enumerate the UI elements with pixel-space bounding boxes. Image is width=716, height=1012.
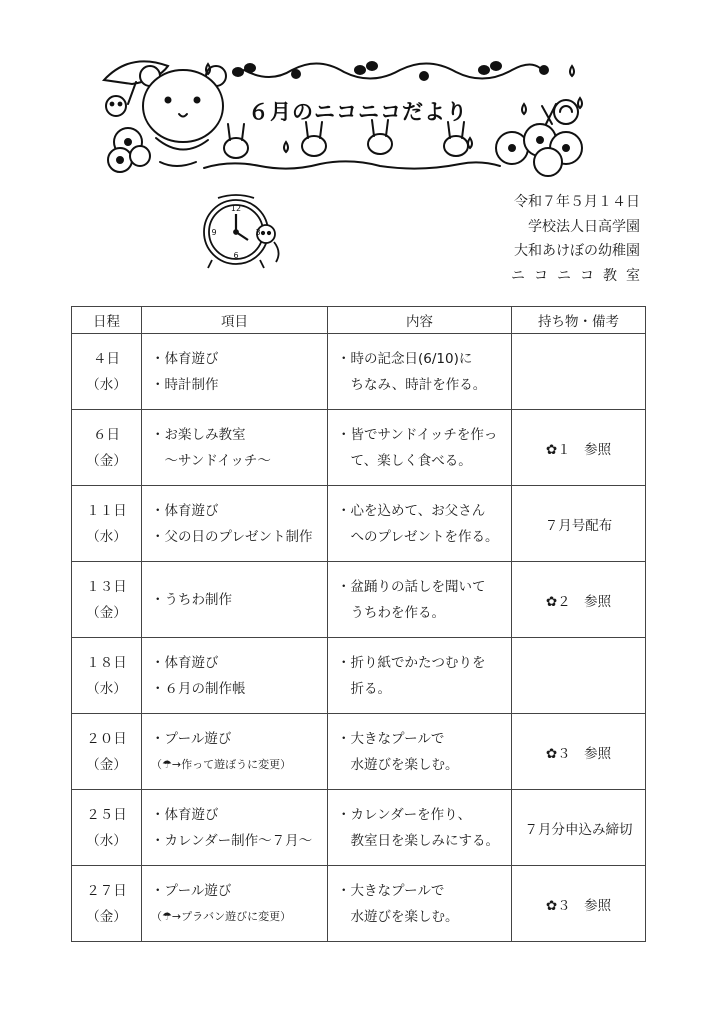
item-line: ・カレンダー制作～７月～ [151,832,313,849]
content-line: へのプレゼントを作る。 [337,528,499,545]
bear-face-icon [143,70,223,142]
weekday: （水） [86,832,127,849]
table-header-row [72,307,646,334]
item-line: ・体育遊び [151,350,219,367]
weekday: （金） [86,908,127,925]
notes-cell: ７月分申込み締切 [512,790,646,866]
rabbit-icon [224,124,248,158]
svg-text:6: 6 [233,251,239,260]
date-cell [72,334,142,410]
item-cell [142,638,328,714]
weekday: （水） [86,528,127,545]
item-line: ・プール遊び [151,882,232,899]
notes-cell: ✿３ 参照 [512,714,646,790]
notes-cell [512,638,646,714]
item-cell [142,790,328,866]
item-line: ・父の日のプレゼント制作 [151,528,313,545]
content-cell [328,790,512,866]
content-line: ・心を込めて、お父さん [337,502,486,519]
content-line: 教室日を楽しみにする。 [337,832,499,849]
item-cell [142,486,328,562]
date-cell [72,410,142,486]
content-line: ・カレンダーを作り、 [337,806,472,823]
content-cell [328,638,512,714]
table-row [72,334,646,410]
header-item: 項目 [142,307,328,334]
notes-cell [512,334,646,410]
content-line: ・折り紙でかたつむりを [337,654,486,671]
content-line: 折る。 [337,680,391,697]
date: ２５日 [86,806,127,823]
date: １３日 [86,578,127,595]
date-cell [72,866,142,942]
date: １１日 [86,502,127,519]
date: ４日 [93,350,120,367]
music-note-icon [232,67,244,77]
header-date: 日程 [72,307,142,334]
notes-cell: ✿２ 参照 [512,562,646,638]
item-line: ・６月の制作帳 [151,680,246,697]
date: ２０日 [86,730,127,747]
header-content: 内容 [328,307,512,334]
date-cell [72,790,142,866]
table-row [72,410,646,486]
item-cell [142,714,328,790]
hydrangea-icon [496,124,582,176]
weekday: （水） [86,680,127,697]
notes-cell: ✿３ 参照 [512,866,646,942]
content-line: ・大きなプールで [337,882,445,899]
date-cell [72,638,142,714]
item-line: ・うちわ制作 [151,591,232,608]
item-cell [142,866,328,942]
snail-icon [542,100,578,124]
notes-cell: ７月号配布 [512,486,646,562]
clock-illustration [196,192,286,272]
content-line: ・大きなプールで [337,730,445,747]
content-cell [328,410,512,486]
weekday: （金） [86,604,127,621]
document-meta [511,190,649,288]
weekday: （金） [86,452,127,469]
table-row [72,790,646,866]
svg-text:3: 3 [255,228,261,237]
item-cell [142,334,328,410]
svg-text:9: 9 [211,228,217,237]
item-line: ・体育遊び [151,502,219,519]
table-row [72,486,646,562]
content-cell [328,866,512,942]
table-row [72,638,646,714]
table-row [72,562,646,638]
date-cell [72,486,142,562]
content-line: ・皆でサンドイッチを作っ [337,426,498,443]
svg-text:12: 12 [230,204,242,213]
item-line: ・体育遊び [151,806,219,823]
date-cell [72,714,142,790]
header-notes: 持ち物・備考 [512,307,646,334]
notes-cell: ✿１ 参照 [512,410,646,486]
content-line: 水遊びを楽しむ。 [337,908,459,925]
content-line: ・時の記念日(6/10)に [337,350,473,367]
item-line: ・時計制作 [151,376,219,393]
schedule-table [71,306,646,942]
content-line: うちわを作る。 [337,604,445,621]
item-cell [142,410,328,486]
date-cell [72,562,142,638]
content-cell [328,486,512,562]
item-line: ・プール遊び [151,730,232,747]
date: ６日 [93,426,120,443]
content-cell [328,562,512,638]
flower-cluster-icon [108,128,150,172]
kindergarten-name: 大和あけぼの幼稚園 [514,243,640,259]
table-row [72,866,646,942]
content-line: 水遊びを楽しむ。 [337,756,459,773]
weekday: （水） [86,376,127,393]
class-name: ニコニコ教室 [511,267,649,284]
weekday: （金） [86,756,127,773]
table-row [72,714,646,790]
school-name: 学校法人日高学園 [528,218,640,235]
item-cell [142,562,328,638]
item-line: ～サンドイッチ～ [151,452,271,469]
small-bear-icon [106,96,126,116]
item-line: ・体育遊び [151,654,219,671]
item-note-line: （☂→作って遊ぼうに変更） [151,757,292,771]
item-note-line: （☂→プラバン遊びに変更） [151,909,292,923]
date: ２７日 [86,882,127,899]
page-title: ６月のニコニコだより [248,100,468,124]
content-cell [328,714,512,790]
item-line: ・お楽しみ教室 [151,426,246,443]
header-illustration [0,0,716,190]
content-line: て、楽しく食べる。 [337,452,472,469]
date: １８日 [86,654,127,671]
content-cell [328,334,512,410]
issue-date: 令和７年５月１４日 [514,194,640,210]
content-line: ・盆踊りの話しを聞いて [337,578,486,595]
content-line: ちなみ、時計を作る。 [337,376,487,393]
